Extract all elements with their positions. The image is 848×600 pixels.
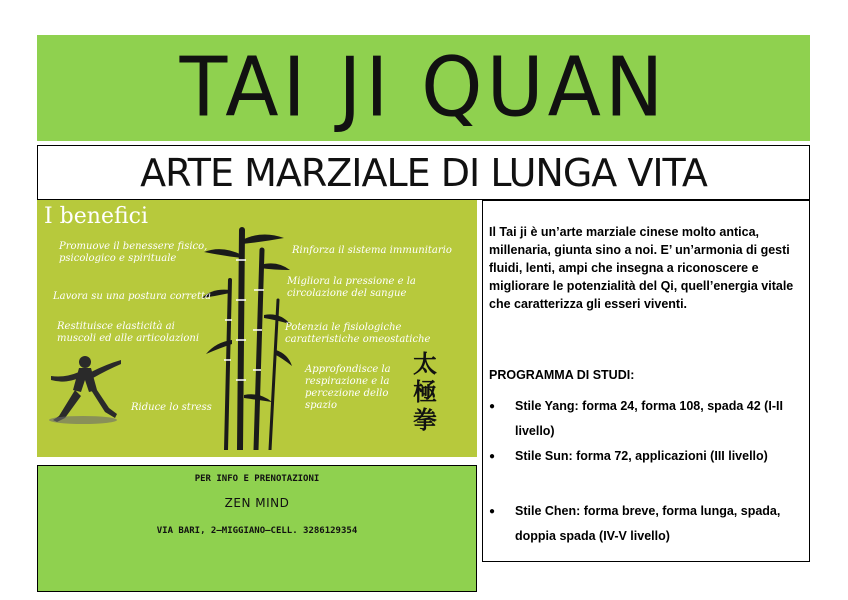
benefit-item: Potenzia le fisiologiche caratteristiche omeostatiche <box>285 322 431 345</box>
title-banner <box>37 35 810 141</box>
benefits-panel <box>37 200 477 457</box>
martial-artist-illustration <box>45 350 125 425</box>
program-item <box>489 444 807 498</box>
bullet-icon: ● <box>489 401 496 412</box>
benefit-item: Lavora su una postura corretta <box>53 291 211 302</box>
contact-address: VIA BARI, 2—MIGGIANO—CELL. 3286129354 <box>156 526 358 536</box>
business-name: ZEN MIND <box>224 496 290 510</box>
program-item-text: Stile Chen: forma breve, forma lunga, spada, doppia spada (IV-V livello) <box>515 504 781 543</box>
description-text: Il Tai ji è un’arte marziale cinese molto antica, millenaria, giunta sino a noi. E’ un’armonia di gesti fluidi, lenti, ampi che insegna a riconoscere e migliorare le potenzialità del Qi, quell’energia vitale che caratterizza gli esseri viventi. <box>489 225 794 311</box>
benefits-heading: I benefici <box>44 204 149 229</box>
benefit-item: Migliora la pressione e la circolazione del sangue <box>287 276 416 299</box>
info-heading: PER INFO E PRENOTAZIONI <box>194 474 320 484</box>
program-item <box>489 394 807 448</box>
calligraphy-seal: 太極拳 <box>413 350 437 434</box>
benefit-item: Restituisce elasticità ai muscoli ed alle articolazioni <box>57 321 200 344</box>
benefit-item: Rinforza il sistema immunitario <box>292 245 452 256</box>
bullet-icon: ● <box>489 451 496 462</box>
page-subtitle: ARTE MARZIALE DI LUNGA VITA <box>140 150 707 195</box>
program-item-text: Stile Sun: forma 72, applicazioni (III livello) <box>515 449 768 463</box>
benefit-item: Promuove il benessere fisico, psicologico e spirituale <box>59 241 208 264</box>
program-item-text: Stile Yang: forma 24, forma 108, spada 42 (I-II livello) <box>515 399 783 438</box>
benefit-item: Riduce lo stress <box>131 402 212 413</box>
page-title: TAI JI QUAN <box>179 40 668 136</box>
contact-info-box <box>37 465 477 592</box>
bamboo-illustration <box>202 220 292 450</box>
program-heading: PROGRAMMA DI STUDI: <box>489 368 635 382</box>
description-box <box>482 200 810 562</box>
benefit-item: Approfondisce la respirazione e la percezione dello spazio <box>305 364 391 411</box>
bullet-icon: ● <box>489 506 496 517</box>
subtitle-box <box>37 145 810 200</box>
program-item <box>489 499 807 553</box>
